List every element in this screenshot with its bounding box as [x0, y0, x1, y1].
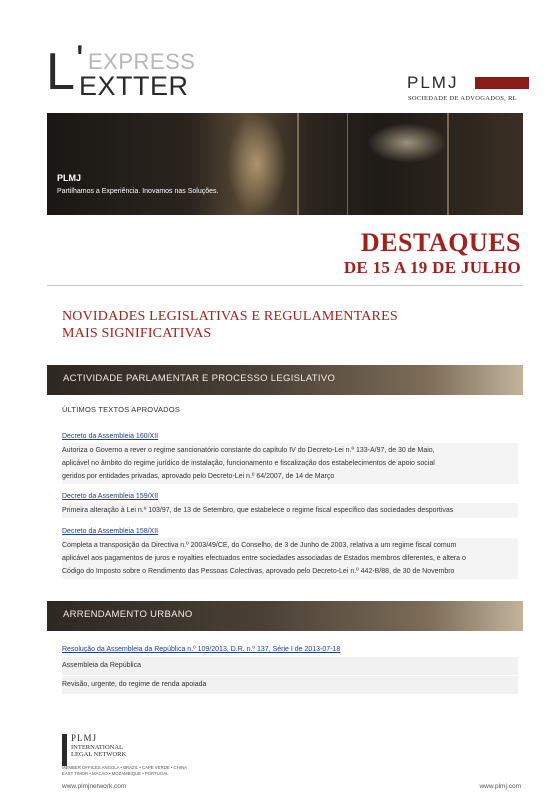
footer-logo-text: PLMJ	[71, 733, 98, 743]
banner-tagline: Partilhamos a Experiência. Inovamos nas Soluções.	[57, 188, 219, 195]
decree-entry	[62, 490, 518, 518]
footer-network-logo	[62, 734, 212, 784]
network-url[interactable]: www.plmjnetwork.com	[62, 783, 127, 790]
lexpress-letter-logo	[46, 38, 196, 106]
section-title: ACTIVIDADE PARLAMENTAR E PROCESSO LEGISLATIVO	[63, 373, 336, 384]
logo-express: EXPRESS	[88, 49, 196, 74]
logo-apostrophe: '	[76, 38, 84, 82]
banner-stripe	[297, 113, 299, 215]
decree-description	[62, 503, 518, 518]
footer-network-name	[71, 744, 126, 758]
hero-banner	[47, 113, 523, 215]
decree-text-line: Autoriza o Governo a rever o regime sancionatório constante do capítulo IV do Decreto-Lei n.º 133-A/97, de 30 de Maio,	[62, 447, 435, 454]
banner-stripe	[347, 113, 348, 215]
novidades-line1: NOVIDADES LEGISLATIVAS E REGULAMENTARES	[62, 309, 398, 324]
resolucao-link[interactable]: Resolução da Assembleia da República n.º 109/2013, D.R. n.º 137, Série I de 2013-07-18	[62, 646, 341, 653]
banner-title: PLMJ	[57, 173, 82, 183]
plmj-url[interactable]: www.plmj.com	[479, 783, 521, 790]
decree-link[interactable]: Decreto da Assembleia 159/XII	[62, 493, 159, 500]
decree-text-line: aplicável aos pagamentos de juros e royalties efectuados entre sociedades associadas de Estados membros diferentes, e altera o	[62, 555, 466, 562]
offices-line: EAST TIMOR • MACAO • MOZAMBIQUE • PORTUGAL	[62, 770, 169, 776]
decree-description	[62, 538, 518, 579]
decree-description	[62, 443, 518, 484]
banner-stripe	[447, 113, 449, 215]
destaques-dates: DE 15 A 19 DE JULHO	[343, 258, 521, 277]
plmj-logo-text: PLMJ	[407, 73, 459, 92]
decree-entry	[62, 525, 518, 579]
section-title: ARRENDAMENTO URBANO	[63, 609, 193, 620]
decree-text-line: Primeira alteração à Lei n.º 103/97, de 13 de Setembro, que estabelece o regime fiscal específico das sociedades desportivas	[62, 507, 454, 514]
decree-text-line: Código do Imposto sobre o Rendimento das Pessoas Colectivas, aprovado pelo Decreto-Lei n.º 442-B/88, de 30 de Novembro	[62, 568, 455, 575]
novidades-heading	[62, 308, 398, 342]
banner-light	[227, 113, 287, 215]
logo-extter: EXTTER	[79, 71, 189, 101]
destaques-title: DESTAQUES	[360, 228, 521, 257]
plmj-logo-subtitle: SOCIEDADE DE ADVOGADOS, RL	[408, 95, 517, 102]
plmj-logo	[407, 74, 527, 106]
footer-logo-mark	[62, 734, 67, 766]
plmj-logo-bar	[475, 77, 529, 89]
decree-entry	[62, 430, 518, 484]
summary-row: Revisão, urgente, do regime de renda apoiada	[62, 676, 518, 694]
section-bar-arrendamento	[47, 601, 523, 631]
decree-link[interactable]: Decreto da Assembleia 158/XII	[62, 528, 159, 535]
logo-l: L	[46, 43, 75, 101]
ultimos-textos-subhead: ÚLTIMOS TEXTOS APROVADOS	[62, 405, 181, 414]
decree-text-line: aplicável no âmbito do regime jurídico de instalação, funcionamento e fiscalização dos estabelecimentos de apoio social	[62, 460, 435, 467]
network-line: INTERNATIONAL	[71, 744, 123, 751]
decree-text-line: Completa a transposição da Directiva n.º 2003/49/CE, do Conselho, de 3 de Junho de 2003, relativa a um regime fiscal comum	[62, 542, 457, 549]
issuer-row: Assembleia da República	[62, 657, 518, 675]
banner-light	[367, 123, 447, 163]
divider	[47, 285, 523, 286]
decree-link[interactable]: Decreto da Assembleia 160/XII	[62, 433, 159, 440]
network-line: LEGAL NETWORK	[71, 751, 127, 758]
novidades-line2: MAIS SIGNIFICATIVAS	[62, 326, 212, 341]
section-bar-parlamentar	[47, 365, 523, 395]
member-offices	[62, 765, 187, 776]
offices-line: MEMBER OFFICES ANGOLA • BRAZIL • CAPE VERDE • CHINA	[62, 765, 187, 770]
decree-text-line: geridos por entidades privadas, aprovado pelo Decreto-Lei n.º 64/2007, de 14 de Março	[62, 473, 335, 480]
